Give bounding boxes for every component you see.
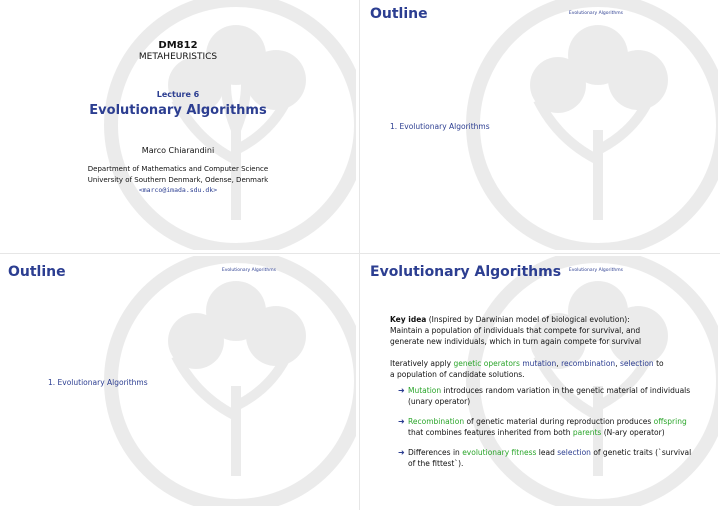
fitness-description-2: lead <box>536 448 558 457</box>
fitness-description-3: of genetic traits (`survival of the fittest`). <box>408 448 692 468</box>
running-head: Evolutionary Algorithms <box>568 268 623 273</box>
key-idea-text: (Inspired by Darwinian model of biological evolution): <box>426 315 630 324</box>
running-head: Evolutionary Algorithms <box>568 11 623 16</box>
horizontal-divider <box>0 253 720 254</box>
comma: , <box>615 359 620 368</box>
iterate-text: Iteratively apply <box>390 359 454 368</box>
mutation-description: introduces random variation in the genetic material of individuals (unary operator) <box>408 386 691 406</box>
key-idea-line-2: Maintain a population of individuals that compete for survival, and <box>390 326 641 335</box>
university: University of Southern Denmark, Odense, Denmark <box>87 176 269 184</box>
arrow-bullet-icon: ➜ <box>398 417 405 426</box>
arrow-bullet-icon: ➜ <box>398 386 405 395</box>
fitness-description: Differences in <box>408 448 463 457</box>
key-idea-label: Key idea <box>390 315 427 324</box>
outline-slide-2 <box>0 256 356 506</box>
slide-title: Outline <box>8 264 66 280</box>
list-item <box>398 416 698 438</box>
recombination-description-3: (N-ary operator) <box>601 428 665 437</box>
recombination-description-2: that combines features inherited from both <box>408 428 573 437</box>
parents-term: parents <box>572 428 602 437</box>
slide-title: Evolutionary Algorithms <box>370 264 562 280</box>
lecture-number: Lecture 6 <box>156 90 200 99</box>
arrow-bullet-icon: ➜ <box>398 448 405 457</box>
recombination-heading: Recombination <box>408 417 465 426</box>
evolutionary-fitness-term: evolutionary fitness <box>462 448 537 457</box>
iterate-line-2: a population of candidate solutions. <box>390 370 525 379</box>
operator-list <box>398 385 698 478</box>
author-name: Marco Chiarandini <box>141 146 215 155</box>
comma: , <box>556 359 562 368</box>
lecture-title: Evolutionary Algorithms <box>89 103 267 118</box>
toc-item[interactable]: 1. Evolutionary Algorithms <box>390 122 490 131</box>
selection-term: selection <box>557 448 591 457</box>
mutation-heading: Mutation <box>408 386 442 395</box>
vertical-divider <box>359 0 360 510</box>
offspring-term: offspring <box>653 417 687 426</box>
course-code: DM812 <box>158 40 198 51</box>
outline-slide-1 <box>362 0 718 250</box>
list-item <box>398 447 698 469</box>
title-slide <box>0 0 356 250</box>
key-idea-paragraph <box>390 314 700 347</box>
course-name: METAHEURISTICS <box>138 52 218 62</box>
recombination-description: of genetic material during reproduction produces <box>464 417 654 426</box>
toc-item[interactable]: 1. Evolutionary Algorithms <box>48 378 148 387</box>
list-item <box>398 385 698 407</box>
slide-title: Outline <box>370 6 428 22</box>
recombination-term: recombination <box>561 359 616 368</box>
email-link[interactable]: <marco@imada.sdu.dk> <box>138 186 218 194</box>
iterate-to: to <box>653 359 664 368</box>
iterate-paragraph <box>390 358 700 380</box>
selection-term: selection <box>619 359 654 368</box>
running-head: Evolutionary Algorithms <box>221 268 276 273</box>
university-seal-tree-icon <box>86 0 356 250</box>
mutation-term: mutation <box>522 359 557 368</box>
genetic-operators-term: genetic operators <box>453 359 520 368</box>
evolutionary-algorithms-slide <box>362 256 718 506</box>
key-idea-line-3: generate new individuals, which in turn again compete for survival <box>390 337 642 346</box>
department: Department of Mathematics and Computer Science <box>87 165 269 173</box>
